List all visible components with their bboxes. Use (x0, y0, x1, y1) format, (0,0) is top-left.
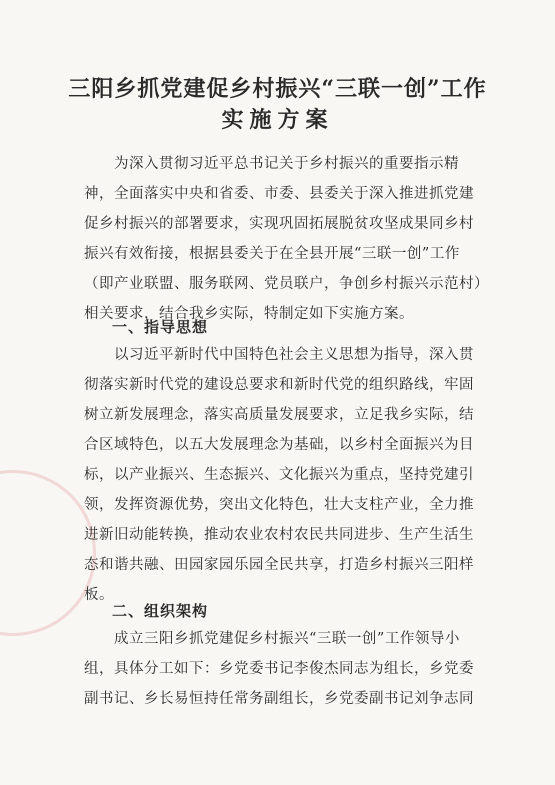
section2-paragraph (84, 624, 474, 714)
document-title-line1: 三阳乡抓党建促乡村振兴“三联一创”工作 (68, 76, 487, 102)
section1-paragraph (84, 340, 474, 610)
section1-line: 彻落实新时代党的建设总要求和新时代党的组织路线，牢固 (84, 377, 474, 393)
intro-line: 促乡村振兴的部署要求，实现巩固拓展脱贫攻坚成果同乡村 (84, 216, 474, 232)
section1-line: 板。 (84, 587, 114, 603)
section1-line: 进新旧动能转换，推动农业农村农民共同进步、生产生活生 (84, 527, 474, 543)
section1-line: 以习近平新时代中国特色社会主义思想为指导，深入贯 (114, 347, 474, 363)
section1-line: 合区域特色，以五大发展理念为基础，以乡村全面振兴为目 (84, 437, 474, 453)
section1-line: 态和谐共融、田园家园乐园全民共享，打造乡村振兴三阳样 (84, 557, 474, 573)
section1-line: 领，发挥资源优势，突出文化特色，壮大支柱产业，全力推 (84, 497, 474, 513)
section2-line: 成立三阳乡抓党建促乡村振兴“三联一创”工作领导小 (114, 631, 460, 647)
intro-paragraph (84, 149, 489, 329)
intro-line: 神，全面落实中央和省委、市委、县委关于深入推进抓党建 (84, 186, 474, 202)
section2-line: 组，具体分工如下：乡党委书记李俊杰同志为组长，乡党委 (84, 661, 474, 677)
intro-line: （即产业联盟、服务联网、党员联户，争创乡村振兴示范村） (84, 276, 489, 292)
document-title-line2: 实施方案 (221, 107, 334, 133)
section1-heading: 一、指导思想 (112, 318, 209, 336)
intro-line: 振兴有效衔接，根据县委关于在全县开展“三联一创”工作 (84, 246, 460, 262)
intro-line: 为深入贯彻习近平总书记关于乡村振兴的重要指示精 (114, 156, 459, 172)
section1-line: 树立新发展理念，落实高质量发展要求，立足我乡实际，结 (84, 407, 474, 423)
intro-line: 相关要求，结合我乡实际，特制定如下实施方案。 (84, 306, 414, 322)
section1-line: 标，以产业振兴、生态振兴、文化振兴为重点，坚持党建引 (84, 467, 474, 483)
seal-stamp (0, 470, 96, 636)
section2-heading: 二、组织架构 (112, 602, 209, 620)
section2-line: 副书记、乡长易恒持任常务副组长，乡党委副书记刘争志同 (84, 691, 474, 707)
